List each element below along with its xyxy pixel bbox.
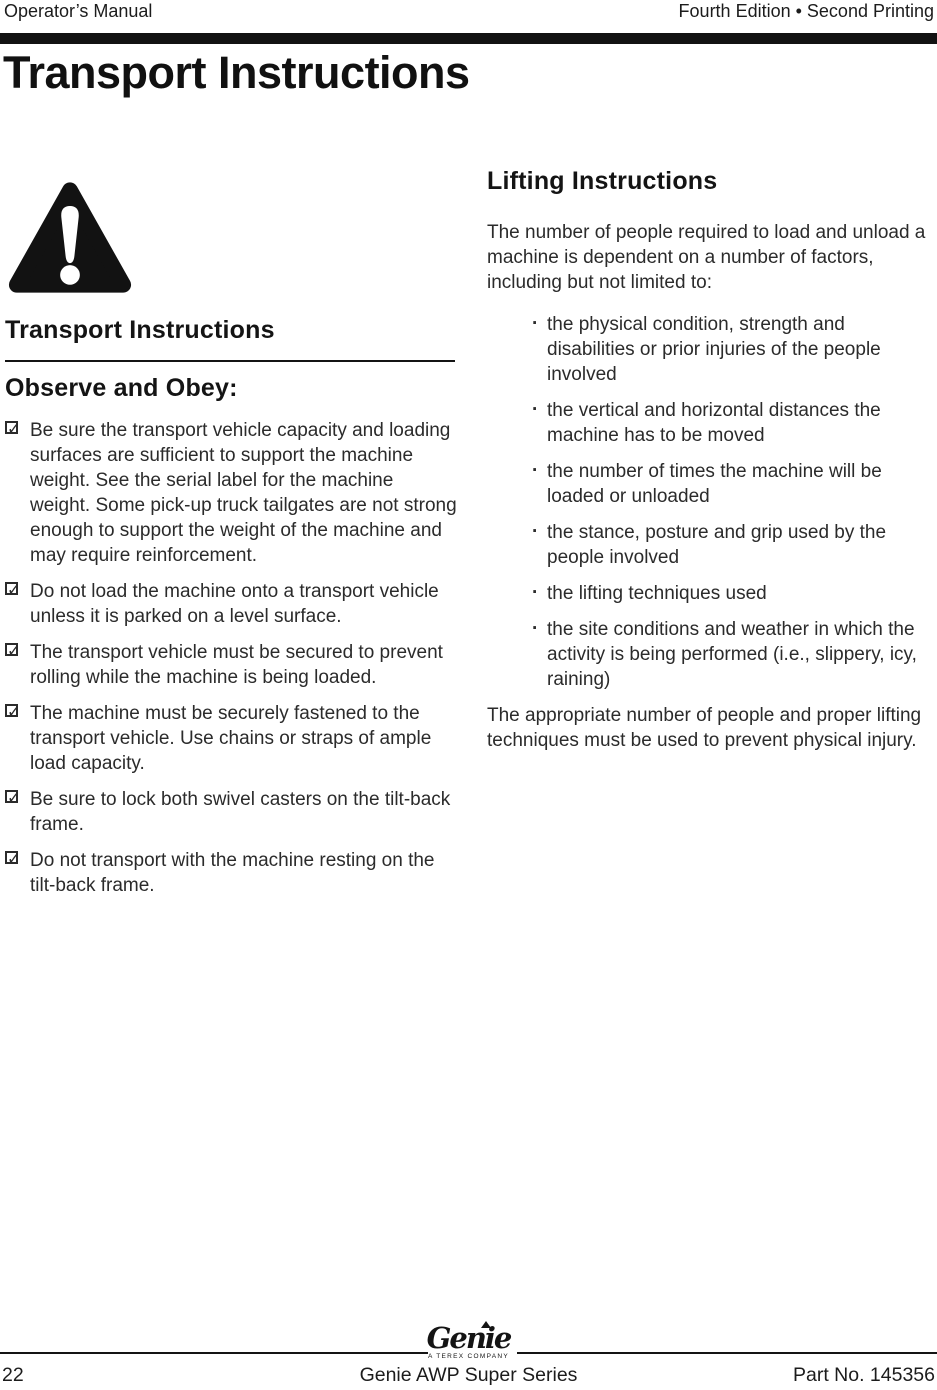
- header-divider-bar: [0, 33, 937, 44]
- footer-rule-right: [517, 1352, 937, 1354]
- checklist-item-text: Do not transport with the machine resting on the tilt-back frame.: [30, 850, 435, 896]
- footer-part-number: Part No. 145356: [792, 1364, 935, 1386]
- checked-checkbox-icon: [5, 790, 18, 803]
- page-number: 22: [2, 1364, 24, 1386]
- left-column: [5, 172, 457, 909]
- list-item: · the physical condition, strength and disabilities or prior injuries of the people involved: [487, 312, 933, 387]
- page-title: Transport Instructions: [3, 47, 470, 98]
- lifting-intro-paragraph: The number of people required to load and unload a machine is dependent on a number of factors, including but not limited to:: [487, 222, 926, 293]
- genie-logo-subtext: A TEREX COMPANY: [427, 1353, 510, 1360]
- section-rule: [5, 360, 455, 362]
- genie-logo: [0, 1321, 937, 1360]
- checked-checkbox-icon: [5, 582, 18, 595]
- checklist-item-text: Be sure the transport vehicle capacity and loading surfaces are sufficient to support the machine weight. See the serial label for the machine weight. Some pick-up truck tailgates are not strong enough to support the weight of the machine and may require reinforcement.: [30, 420, 457, 566]
- checklist-item: [5, 640, 457, 690]
- subsection-title-observe-obey: Observe and Obey:: [5, 374, 238, 402]
- header-edition: Fourth Edition • Second Printing: [678, 1, 934, 21]
- list-item: · the site conditions and weather in which the activity is being performed (i.e., slippery, icy, raining): [487, 617, 933, 692]
- footer-rule-left: [0, 1352, 428, 1354]
- checked-checkbox-icon: [5, 643, 18, 656]
- section-title-lifting: Lifting Instructions: [487, 167, 718, 195]
- genie-logo-wordmark: Genie: [426, 1321, 511, 1355]
- checked-checkbox-icon: [5, 704, 18, 717]
- list-item: · the stance, posture and grip used by the people involved: [487, 520, 933, 570]
- warning-triangle-icon: [5, 172, 135, 305]
- right-column: [487, 167, 933, 753]
- header-document-type: Operator’s Manual: [4, 1, 153, 21]
- checklist-item: [5, 579, 457, 629]
- section-title-transport: Transport Instructions: [5, 316, 275, 344]
- list-item: · the vertical and horizontal distances the machine has to be moved: [487, 398, 933, 448]
- list-item: · the lifting techniques used: [487, 581, 933, 606]
- checklist-item: [5, 701, 457, 776]
- genie-logo-caret-icon: [481, 1321, 491, 1328]
- lifting-factors-list: [487, 312, 933, 692]
- checklist-item-text: Do not load the machine onto a transport vehicle unless it is parked on a level surface.: [30, 581, 439, 627]
- lifting-outro-paragraph: The appropriate number of people and proper lifting techniques must be used to prevent physical injury.: [487, 705, 922, 751]
- checklist-item-text: The machine must be securely fastened to the transport vehicle. Use chains or straps of ample load capacity.: [30, 703, 432, 774]
- checklist-item: [5, 848, 457, 898]
- checklist-item-text: Be sure to lock both swivel casters on the tilt-back frame.: [30, 789, 451, 835]
- checklist-item: [5, 418, 457, 568]
- list-item: · the number of times the machine will be loaded or unloaded: [487, 459, 933, 509]
- observe-obey-checklist: [5, 418, 457, 898]
- checklist-item-text: The transport vehicle must be secured to prevent rolling while the machine is being loaded.: [30, 642, 443, 688]
- checklist-item: [5, 787, 457, 837]
- checked-checkbox-icon: [5, 421, 18, 434]
- footer-series-title: Genie AWP Super Series: [359, 1364, 578, 1386]
- checked-checkbox-icon: [5, 851, 18, 864]
